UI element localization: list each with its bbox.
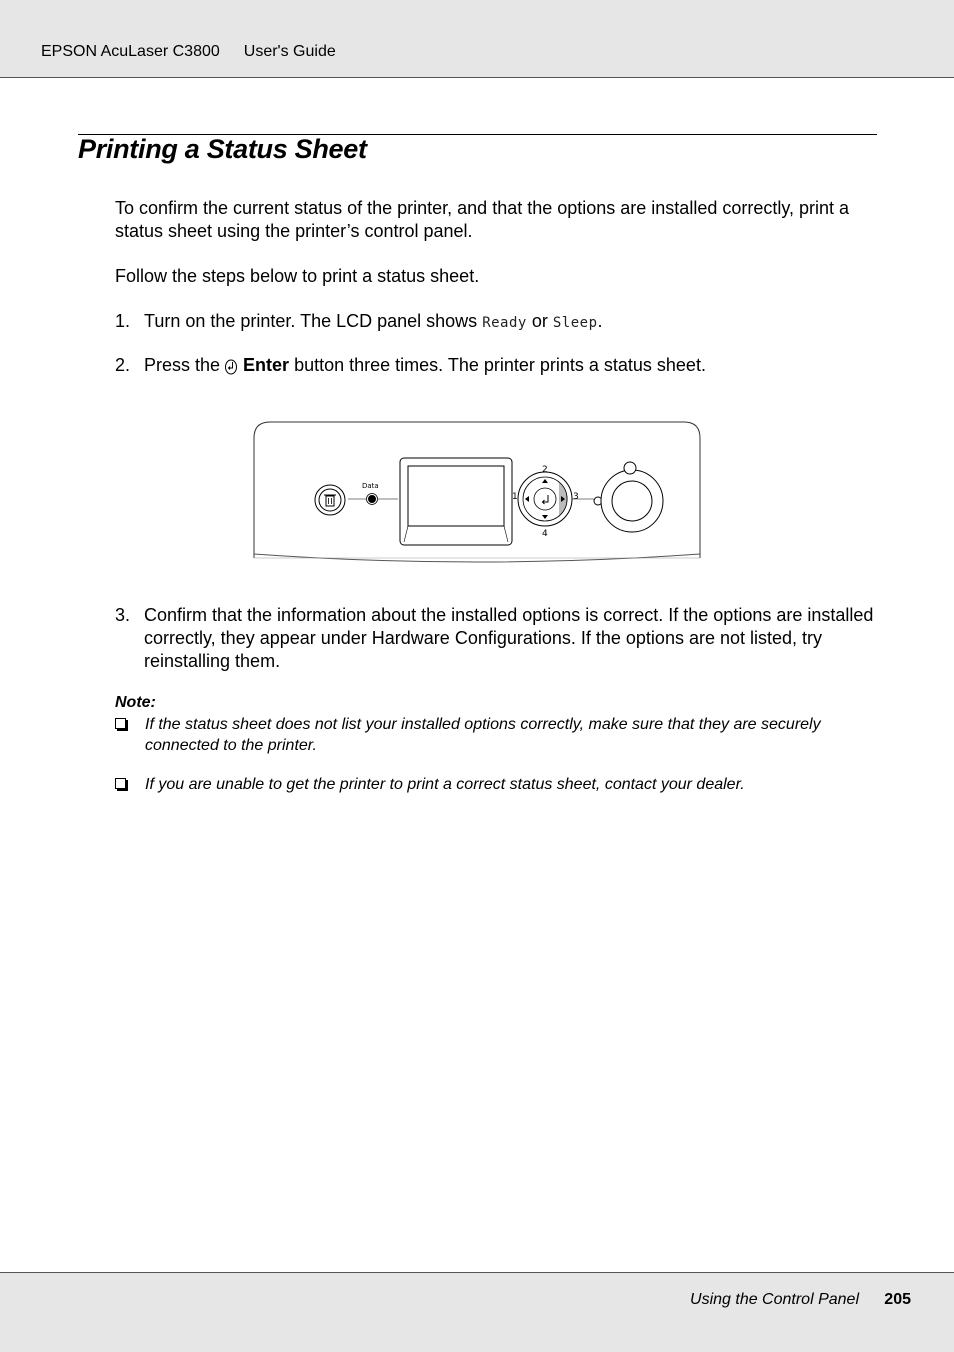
follow-paragraph: Follow the steps below to print a status sheet. xyxy=(115,266,480,286)
header-guide: User's Guide xyxy=(243,43,336,60)
step-text: Turn on the printer. The LCD panel shows xyxy=(144,311,483,331)
header-text xyxy=(41,43,336,61)
key-label-3: 3 xyxy=(573,492,579,502)
key-label-1: 1 xyxy=(512,492,518,502)
enter-icon xyxy=(224,357,238,375)
step-body xyxy=(144,310,880,335)
page-number: 205 xyxy=(884,1291,911,1308)
power-button xyxy=(612,481,652,521)
navigation-pad xyxy=(518,472,572,526)
step-number: 2. xyxy=(115,355,131,375)
key-label-4: 4 xyxy=(542,529,548,539)
lcd-screen xyxy=(408,466,504,526)
bullet-box-icon xyxy=(115,718,126,729)
step-text: Press the xyxy=(144,355,221,375)
page-title: Printing a Status Sheet xyxy=(78,134,367,164)
control-panel-illustration xyxy=(252,420,704,570)
power-light xyxy=(624,462,636,474)
note-item xyxy=(115,774,880,796)
enter-label: Enter xyxy=(243,355,290,375)
step-number: 3. xyxy=(115,605,131,625)
note-text: If the status sheet does not list your installed options correctly, make sure that they are securely connected to the printer. xyxy=(145,716,821,754)
page-header xyxy=(0,0,954,78)
step-body xyxy=(144,354,880,377)
data-label: Data xyxy=(362,482,379,490)
key-label-2: 2 xyxy=(542,465,548,475)
lcd-sleep-text: Sleep xyxy=(552,315,598,331)
step-3 xyxy=(115,604,880,674)
lcd-ready-text: Ready xyxy=(482,315,527,331)
step-text: or xyxy=(526,311,553,331)
header-product: EPSON AcuLaser C3800 xyxy=(41,43,220,60)
step-body: Confirm that the information about the installed options is correct. If the options are installed correctly, they appear under Hardware Configurations. If the options are not listed, try reinstalling them. xyxy=(144,605,874,671)
bullet-box-icon xyxy=(115,778,126,789)
step-text: . xyxy=(597,311,603,331)
step-number: 1. xyxy=(115,311,131,331)
data-light xyxy=(369,496,376,503)
cancel-button xyxy=(315,485,345,515)
note-text: If you are unable to get the printer to print a correct status sheet, contact your dealer. xyxy=(145,776,745,793)
note-item xyxy=(115,714,880,758)
note-label: Note: xyxy=(115,694,156,711)
page-footer xyxy=(0,1272,954,1352)
intro-paragraph: To confirm the current status of the printer, and that the options are installed correctly, print a status sheet using the printer’s control panel. xyxy=(115,198,850,241)
footer-section-title: Using the Control Panel xyxy=(690,1291,859,1308)
step-text: button three times. The printer prints a status sheet. xyxy=(289,355,706,375)
